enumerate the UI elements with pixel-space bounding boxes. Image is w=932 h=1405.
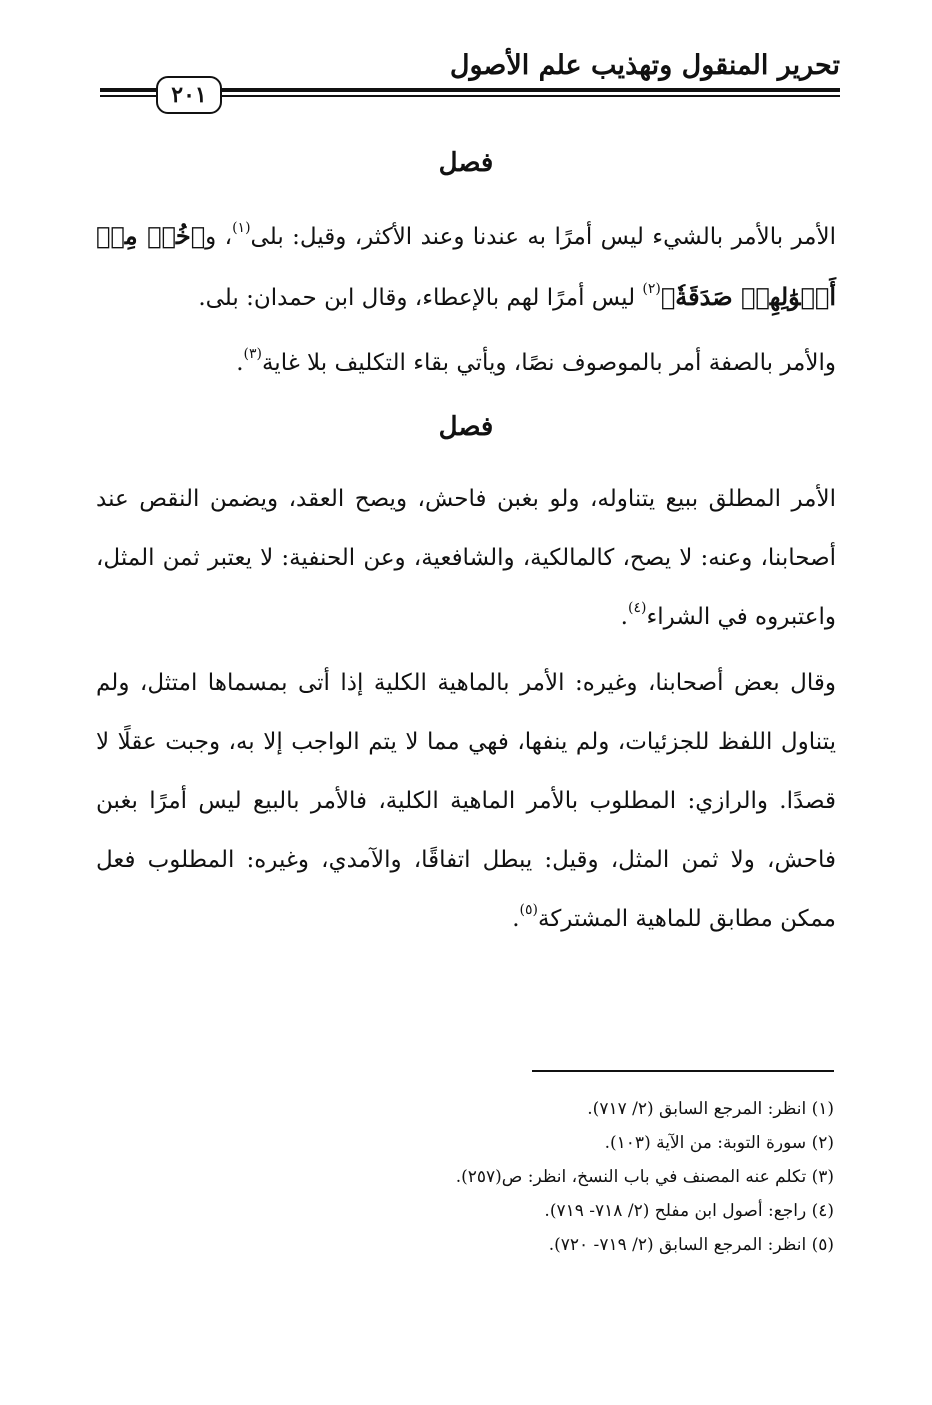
paragraph-4 (96, 654, 836, 949)
footnote-ref-4: (٤) (627, 600, 647, 616)
page-number: ٢٠١ (156, 76, 222, 114)
footnote-ref-2: (٢) (642, 281, 661, 297)
footnote-2: (٢) سورة التوبة: من الآية (١٠٣). (604, 1133, 834, 1153)
book-title: تحرير المنقول وتهذيب علم الأصول (449, 50, 840, 81)
paragraph-text: . (512, 906, 520, 932)
paragraph-text: ، و (205, 224, 233, 250)
paragraph-2 (96, 334, 836, 393)
footnote-ref-5: (٥) (519, 902, 538, 918)
paragraph-text: . (236, 350, 244, 376)
footnote-5: (٥) انظر: المرجع السابق (٢/ ٧١٩- ٧٢٠). (548, 1235, 834, 1255)
quran-verse: ﴿خُذۡ مِنۡ أَمۡوَٰلِهِمۡ صَدَقَةٗ﴾ (96, 221, 836, 311)
footnote-3: (٣) تكلم عنه المصنف في باب النسخ، انظر: ص(٢٥٧). (455, 1167, 834, 1187)
paragraph-3 (96, 470, 836, 647)
section-heading-1: فصل (438, 148, 494, 178)
paragraph-text: الأمر بالأمر بالشيء ليس أمرًا به عندنا وعند الأكثر، وقيل: بلى (250, 224, 837, 250)
paragraph-text: ليس أمرًا لهم بالإعطاء، وقال ابن حمدان: بلى. (198, 285, 643, 311)
footnote-ref-1: (١) (232, 220, 251, 236)
footnotes (94, 1092, 834, 1262)
section-heading-2: فصل (438, 412, 494, 442)
footnote-separator (532, 1070, 834, 1072)
paragraph-text: . (620, 604, 628, 630)
paragraph-text: الأمر المطلق ببيع يتناوله، ولو بغبن فاحش، ويصح العقد، ويضمن النقص عند أصحابنا، وعنه: لا يصح، كالمالكية، والشافعية، وعن الحنفية: لا يعتبر ثمن المثل، واعتبروه في الشراء (96, 486, 836, 630)
paragraph-text: وقال بعض أصحابنا، وغيره: الأمر بالماهية الكلية إذا أتى بمسماها امتثل، ولم يتناول اللفظ للجزئيات، ولم ينفها، فهي مما لا يتم الواجب إلا به، وجبت عقلًا لا قصدًا. والرازي: المطلوب بالأمر الماهية الكلية، فالأمر بالبيع ليس أمرًا بغبن فاحش، ولا ثمن المثل، وقيل: يبطل اتفاقًا، والآمدي، وغيره: المطلوب فعل ممكن مطابق للماهية المشتركة (96, 670, 836, 932)
paragraph-1 (96, 206, 836, 328)
footnote-ref-3: (٣) (243, 346, 262, 362)
paragraph-text: والأمر بالصفة أمر بالموصوف نصًا، ويأتي بقاء التكليف بلا غاية (261, 350, 836, 376)
footnote-4: (٤) راجع: أصول ابن مفلح (٢/ ٧١٨- ٧١٩). (544, 1201, 834, 1221)
footnote-1: (١) انظر: المرجع السابق (٢/ ٧١٧). (587, 1099, 834, 1119)
